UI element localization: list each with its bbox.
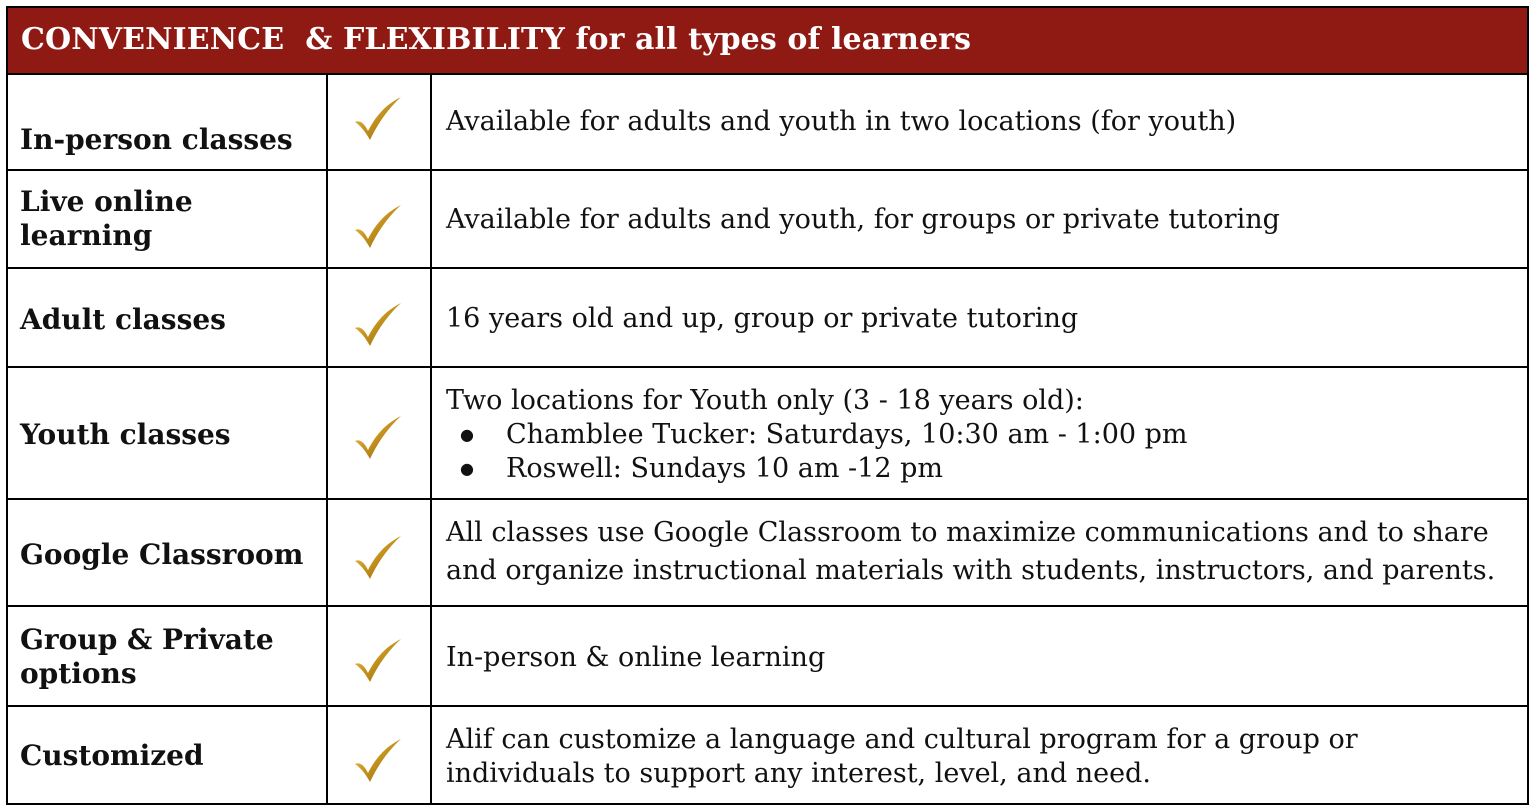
row-description: All classes use Google Classroom to maximize communications and to share and organize instructional materials with students, instructors, and parents.: [446, 517, 1496, 586]
table-row: [8, 707, 1527, 803]
row-check-cell: [328, 368, 432, 498]
row-check-cell: [328, 500, 432, 605]
list-item: ● Roswell: Sundays 10 am -12 pm: [446, 452, 1509, 486]
row-description: In-person & online learning: [446, 642, 826, 673]
row-label-cell: [8, 269, 328, 366]
checkmark-icon: [352, 414, 404, 462]
row-label: Adult classes: [20, 303, 226, 336]
row-label: Youth classes: [20, 418, 231, 451]
table-row: [8, 73, 1527, 171]
table-header: [8, 8, 1527, 75]
checkmark-icon: [352, 637, 404, 685]
row-check-cell: [328, 707, 432, 803]
row-description: 16 years old and up, group or private tutoring: [446, 303, 1079, 334]
row-label-cell: [8, 368, 328, 498]
row-description: Alif can customize a language and cultural program for a group or individuals to support any interest, level, and need.: [446, 724, 1358, 789]
row-description-cell: [432, 269, 1527, 366]
row-description-cell: [432, 368, 1527, 498]
table-row: [8, 500, 1527, 607]
list-item: ● Chamblee Tucker: Saturdays, 10:30 am - 1:00 pm: [446, 418, 1509, 452]
row-label-cell: [8, 500, 328, 605]
row-label: Customized: [20, 739, 204, 772]
row-check-cell: [328, 171, 432, 267]
table-row: [8, 171, 1527, 269]
row-label-cell: [8, 73, 328, 169]
row-label: Google Classroom: [20, 538, 304, 571]
row-description-cell: [432, 607, 1527, 705]
row-description-cell: [432, 707, 1527, 803]
row-description: Available for adults and youth in two locations (for youth): [446, 106, 1237, 137]
row-check-cell: [328, 607, 432, 705]
row-label-cell: [8, 171, 328, 267]
table-title: CONVENIENCE & FLEXIBILITY for all types of learners: [21, 22, 972, 57]
row-label: Live online learning: [20, 185, 193, 252]
row-description-cell: [432, 171, 1527, 267]
row-description: [446, 384, 1509, 486]
row-description-cell: [432, 500, 1527, 605]
youth-intro-text: Two locations for Youth only (3 - 18 years old):: [446, 385, 1084, 416]
checkmark-icon: [352, 95, 404, 143]
checkmark-icon: [352, 301, 404, 349]
location-list: [446, 418, 1509, 486]
row-description: Available for adults and youth, for groups or private tutoring: [446, 204, 1280, 235]
table-row: [8, 368, 1527, 500]
row-check-cell: [328, 73, 432, 169]
row-label-cell: [8, 707, 328, 803]
table-row: [8, 607, 1527, 707]
row-label: Group & Private options: [20, 623, 274, 690]
features-table: [6, 6, 1529, 805]
row-label: In-person classes: [20, 123, 293, 156]
table-row: [8, 269, 1527, 368]
row-label-cell: [8, 607, 328, 705]
checkmark-icon: [352, 534, 404, 582]
checkmark-icon: [352, 737, 404, 785]
row-description-cell: [432, 73, 1527, 169]
row-check-cell: [328, 269, 432, 366]
checkmark-icon: [352, 203, 404, 251]
